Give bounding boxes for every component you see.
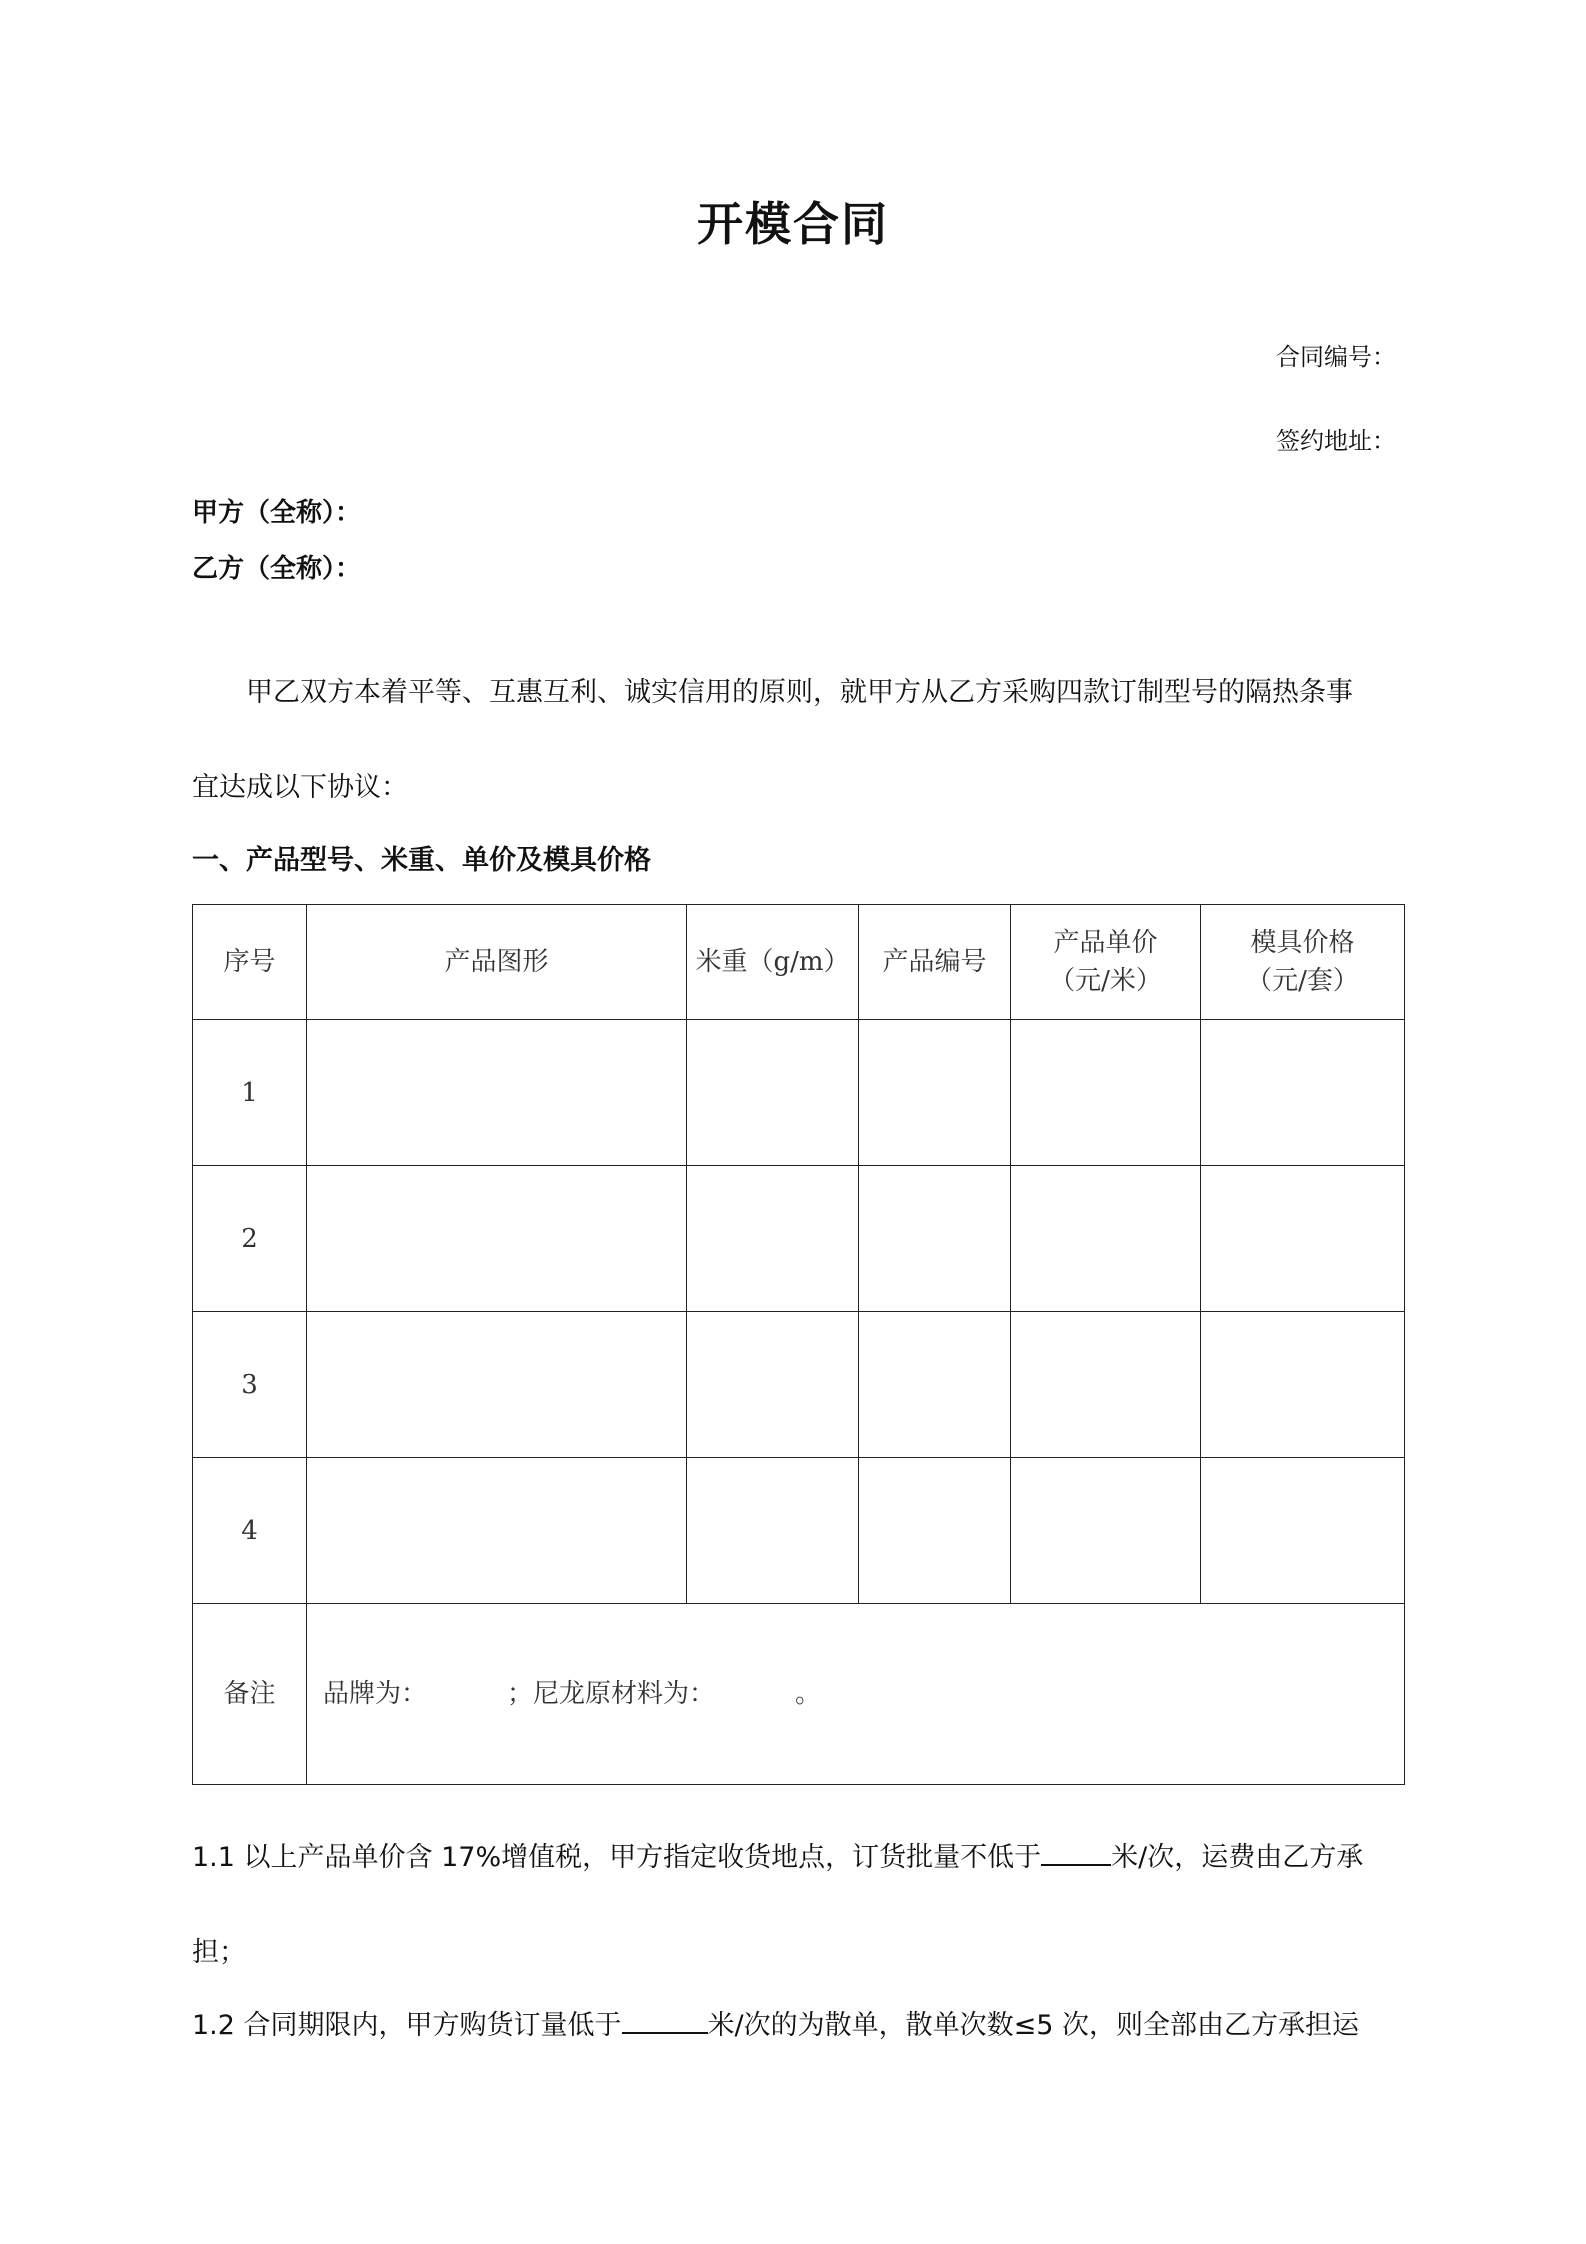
row-seq: 4 (193, 1458, 307, 1604)
cell-product-code[interactable] (859, 1166, 1011, 1312)
cell-product-code[interactable] (859, 1020, 1011, 1166)
header-mold-price: 模具价格（元/套） (1201, 905, 1405, 1020)
table-note-row (193, 1604, 1405, 1785)
clause-1-1-text-a: 1.1 以上产品单价含 17%增值税，甲方指定收货地点，订货批量不低于 (192, 1842, 1042, 1873)
cell-mold-price[interactable] (1201, 1166, 1405, 1312)
intro-paragraph (192, 645, 1404, 835)
cell-unit-price[interactable] (1011, 1166, 1201, 1312)
clause-1-1-quantity-blank[interactable] (1041, 1834, 1111, 1866)
sign-place-label: 签约地址： (1276, 427, 1396, 455)
header-seq: 序号 (193, 905, 307, 1020)
table-row (193, 1166, 1405, 1312)
cell-product-shape[interactable] (307, 1458, 687, 1604)
clause-1-1 (192, 1810, 1404, 2000)
note-content (307, 1604, 1405, 1785)
row-seq: 1 (193, 1020, 307, 1166)
clause-1-2-text-b: 米/次的为散单，散单次数≤5 次，则全部由乙方承担运 (707, 2010, 1360, 2041)
contract-number-label: 合同编号： (1276, 343, 1396, 371)
section-1-heading: 一、产品型号、米重、单价及模具价格 (192, 845, 651, 876)
cell-mold-price[interactable] (1201, 1020, 1405, 1166)
party-a-label: 甲方（全称）： (192, 498, 362, 528)
clause-1-1-text-b: 米/次，运费由乙方承 (1111, 1842, 1364, 1873)
cell-unit-price[interactable] (1011, 1312, 1201, 1458)
cell-meter-weight[interactable] (687, 1312, 859, 1458)
cell-product-shape[interactable] (307, 1312, 687, 1458)
cell-mold-price[interactable] (1201, 1458, 1405, 1604)
clause-1-1-text-c: 担； (192, 1937, 246, 1968)
cell-product-shape[interactable] (307, 1166, 687, 1312)
table-row (193, 1020, 1405, 1166)
header-product-code: 产品编号 (859, 905, 1011, 1020)
row-seq: 2 (193, 1166, 307, 1312)
cell-meter-weight[interactable] (687, 1020, 859, 1166)
header-unit-price: 产品单价（元/米） (1011, 905, 1201, 1020)
cell-product-code[interactable] (859, 1312, 1011, 1458)
document-title: 开模合同 (697, 197, 889, 251)
party-b-label: 乙方（全称）： (192, 554, 362, 584)
cell-meter-weight[interactable] (687, 1458, 859, 1604)
product-spec-table (192, 904, 1405, 1785)
cell-meter-weight[interactable] (687, 1166, 859, 1312)
row-seq: 3 (193, 1312, 307, 1458)
intro-line-1: 甲乙双方本着平等、互惠互利、诚实信用的原则，就甲方从乙方采购四款订制型号的隔热条事 (246, 677, 1353, 708)
cell-product-code[interactable] (859, 1458, 1011, 1604)
header-product-shape: 产品图形 (307, 905, 687, 1020)
table-row (193, 1458, 1405, 1604)
intro-line-2: 宜达成以下协议： (192, 772, 408, 803)
cell-unit-price[interactable] (1011, 1020, 1201, 1166)
clause-1-2-quantity-blank[interactable] (622, 2002, 708, 2034)
cell-product-shape[interactable] (307, 1020, 687, 1166)
table-header-row (193, 905, 1405, 1020)
note-material-label: ；尼龙原材料为： (507, 1679, 716, 1709)
cell-unit-price[interactable] (1011, 1458, 1201, 1604)
clause-1-2-text-a: 1.2 合同期限内，甲方购货订量低于 (192, 2010, 622, 2041)
clause-1-2 (192, 1978, 1404, 2073)
note-end: 。 (795, 1679, 822, 1709)
header-meter-weight: 米重（g/m） (687, 905, 859, 1020)
cell-mold-price[interactable] (1201, 1312, 1405, 1458)
note-brand-label: 品牌为： (323, 1679, 428, 1709)
note-label: 备注 (193, 1604, 307, 1785)
table-row (193, 1312, 1405, 1458)
